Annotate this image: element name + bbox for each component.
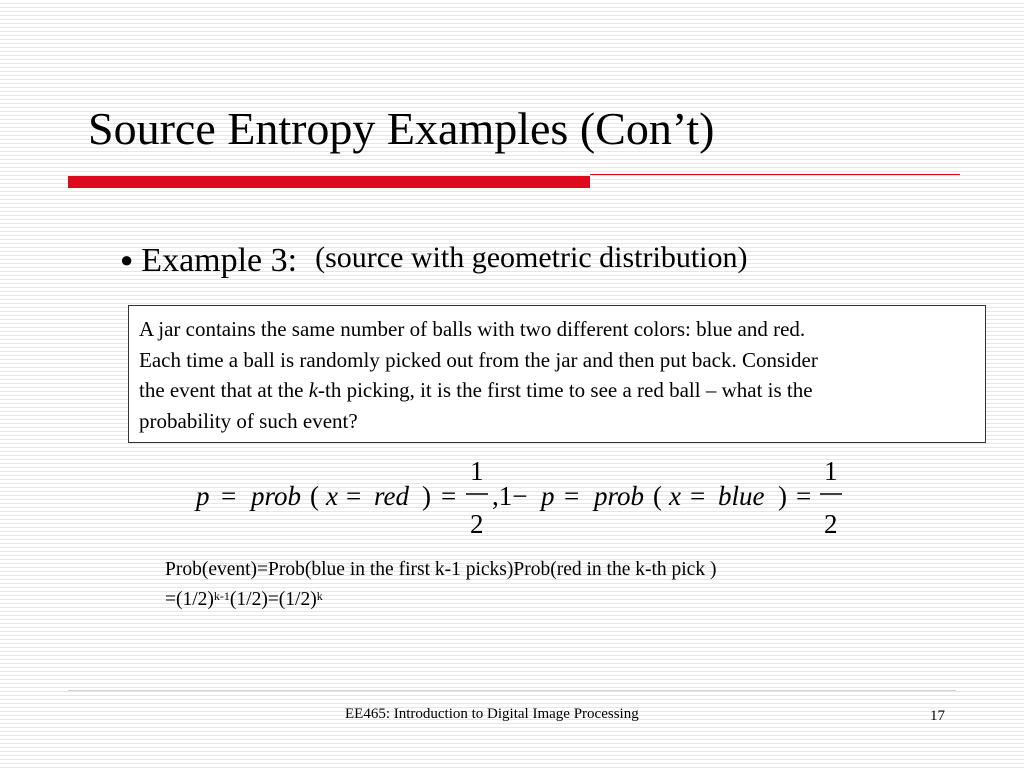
problem-k-variable: k xyxy=(308,378,319,402)
formula-denominator-2: 2 xyxy=(824,509,838,539)
formula-lparen-1: ( xyxy=(310,481,319,511)
footer-course-title: EE465: Introduction to Digital Image Processing xyxy=(345,706,639,722)
formula-eq-6: = xyxy=(796,481,812,511)
problem-line-3-start: the event that at the xyxy=(139,378,309,402)
result-part-b: (1/2)=(1/2) xyxy=(229,589,317,610)
formula-prob-1: prob xyxy=(251,481,302,511)
page-number: 17 xyxy=(930,708,945,724)
probability-formula xyxy=(196,458,856,538)
bullet-dot-icon: ● xyxy=(120,247,134,272)
problem-line-3-end: -th picking, it is the first time to see a red ball – what is the xyxy=(318,378,813,402)
result-line-2 xyxy=(165,585,716,615)
formula-x-2: x xyxy=(669,481,681,511)
result-exponent-2: k xyxy=(316,589,323,603)
footer-rule xyxy=(68,690,956,691)
formula-prob-2: prob xyxy=(594,481,645,511)
formula-rparen-2: ) xyxy=(778,481,787,511)
slide-title: Source Entropy Examples (Con’t) xyxy=(88,103,715,154)
formula-denominator-1: 2 xyxy=(470,509,484,539)
formula-one-minus: ,1− xyxy=(492,481,528,511)
formula-p-2: p xyxy=(541,481,555,511)
bullet-label: Example 3: xyxy=(141,242,298,279)
title-underline-bar xyxy=(68,176,590,188)
result-exponent-1: k-1 xyxy=(213,589,230,603)
problem-line-2: Each time a ball is randomly picked out from the jar and then put back. Consider xyxy=(139,347,818,372)
bullet-note: (source with geometric distribution) xyxy=(315,241,748,274)
formula-eq-3: = xyxy=(441,481,457,511)
formula-red: red xyxy=(374,481,409,511)
formula-p-1: p xyxy=(196,481,210,511)
formula-eq-1: = xyxy=(221,481,237,511)
formula-eq-5: = xyxy=(690,481,706,511)
formula-lparen-2: ( xyxy=(653,481,662,511)
result-text xyxy=(165,555,716,615)
problem-line-4: probability of such event? xyxy=(139,408,358,433)
problem-line-3 xyxy=(139,375,975,406)
formula-blue: blue xyxy=(718,481,765,511)
formula-numerator-1: 1 xyxy=(470,456,484,486)
formula-eq-2: = xyxy=(346,481,362,511)
formula-eq-4: = xyxy=(564,481,580,511)
title-underline-rule xyxy=(590,174,960,175)
formula-numerator-2: 1 xyxy=(824,456,838,486)
bullet-example-3 xyxy=(120,242,748,280)
problem-text-box xyxy=(128,305,986,443)
formula-rparen-1: ) xyxy=(422,481,431,511)
result-part-a: =(1/2) xyxy=(165,589,214,610)
problem-line-1: A jar contains the same number of balls with two different colors: blue and red. xyxy=(139,317,806,341)
formula-x-1: x xyxy=(326,481,338,511)
result-line-1: Prob(event)=Prob(blue in the first k-1 picks)Prob(red in the k-th pick ) xyxy=(165,559,717,580)
